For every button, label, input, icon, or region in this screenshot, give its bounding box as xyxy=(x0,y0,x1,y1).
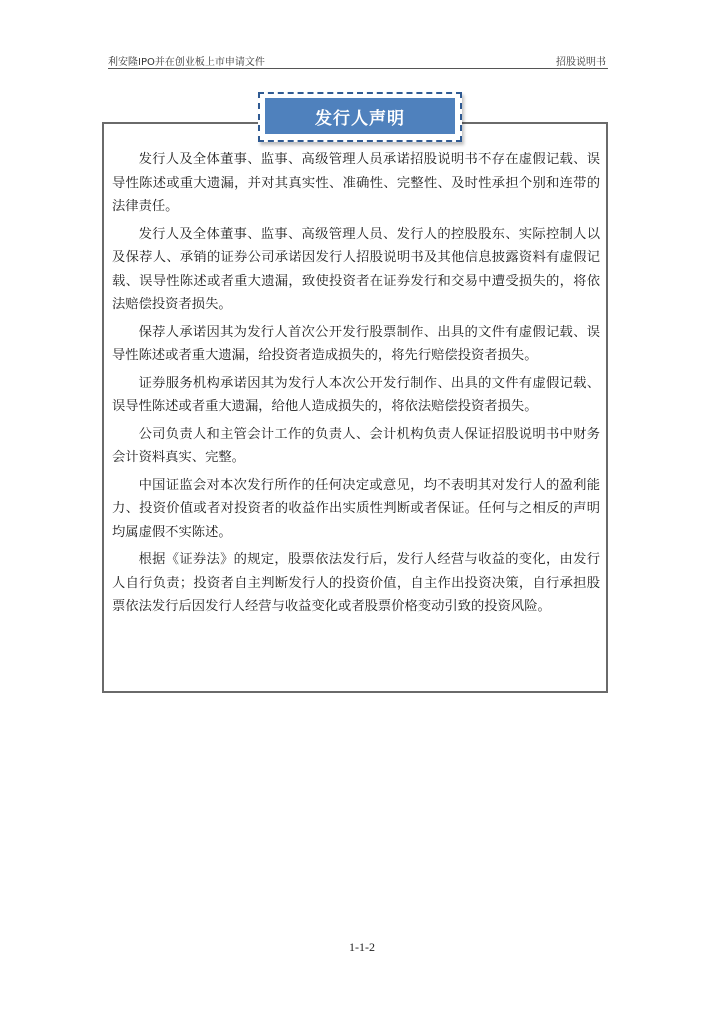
page-title: 发行人声明 xyxy=(265,98,455,134)
header-document-name: 利安隆IPO并在创业板上市申请文件 xyxy=(108,57,265,68)
paragraph: 根据《证券法》的规定，股票依法发行后，发行人经营与收益的变化，由发行人自行负责；投资者自主判断发行人的投资价值，自主作出投资决策，自行承担股票依法发行后因发行人经营与收益变化或者股票价格变动引致的投资风险。 xyxy=(112,552,600,614)
title-frame xyxy=(258,92,462,142)
paragraph: 发行人及全体董事、监事、高级管理人员、发行人的控股股东、实际控制人以及保荐人、承销的证券公司承诺因发行人招股说明书及其他信息披露资料有虚假记载、误导性陈述或者重大遗漏，致使投资者在证券发行和交易中遭受损失的，将依法赔偿投资者损失。 xyxy=(112,226,600,312)
paragraph: 发行人及全体董事、监事、高级管理人员承诺招股说明书不存在虚假记载、误导性陈述或重大遗漏，并对其真实性、准确性、完整性、及时性承担个别和连带的法律责任。 xyxy=(112,152,600,214)
paragraph: 公司负责人和主管会计工作的负责人、会计机构负责人保证招股说明书中财务会计资料真实、完整。 xyxy=(112,426,600,465)
paragraph: 保荐人承诺因其为发行人首次公开发行股票制作、出具的文件有虚假记载、误导性陈述或者重大遗漏，给投资者造成损失的，将先行赔偿投资者损失。 xyxy=(112,324,600,363)
header-document-type: 招股说明书 xyxy=(556,57,606,68)
paragraph: 中国证监会对本次发行所作的任何决定或意见，均不表明其对发行人的盈利能力、投资价值或者对投资者的收益作出实质性判断或者保证。任何与之相反的声明均属虚假不实陈述。 xyxy=(112,477,600,540)
page-header xyxy=(108,50,608,69)
page-number: 1-1-2 xyxy=(349,940,375,954)
statement-content xyxy=(112,148,600,623)
paragraph: 证券服务机构承诺因其为发行人本次公开发行制作、出具的文件有虚假记载、误导性陈述或者重大遗漏，给他人造成损失的，将依法赔偿投资者损失。 xyxy=(112,375,600,414)
